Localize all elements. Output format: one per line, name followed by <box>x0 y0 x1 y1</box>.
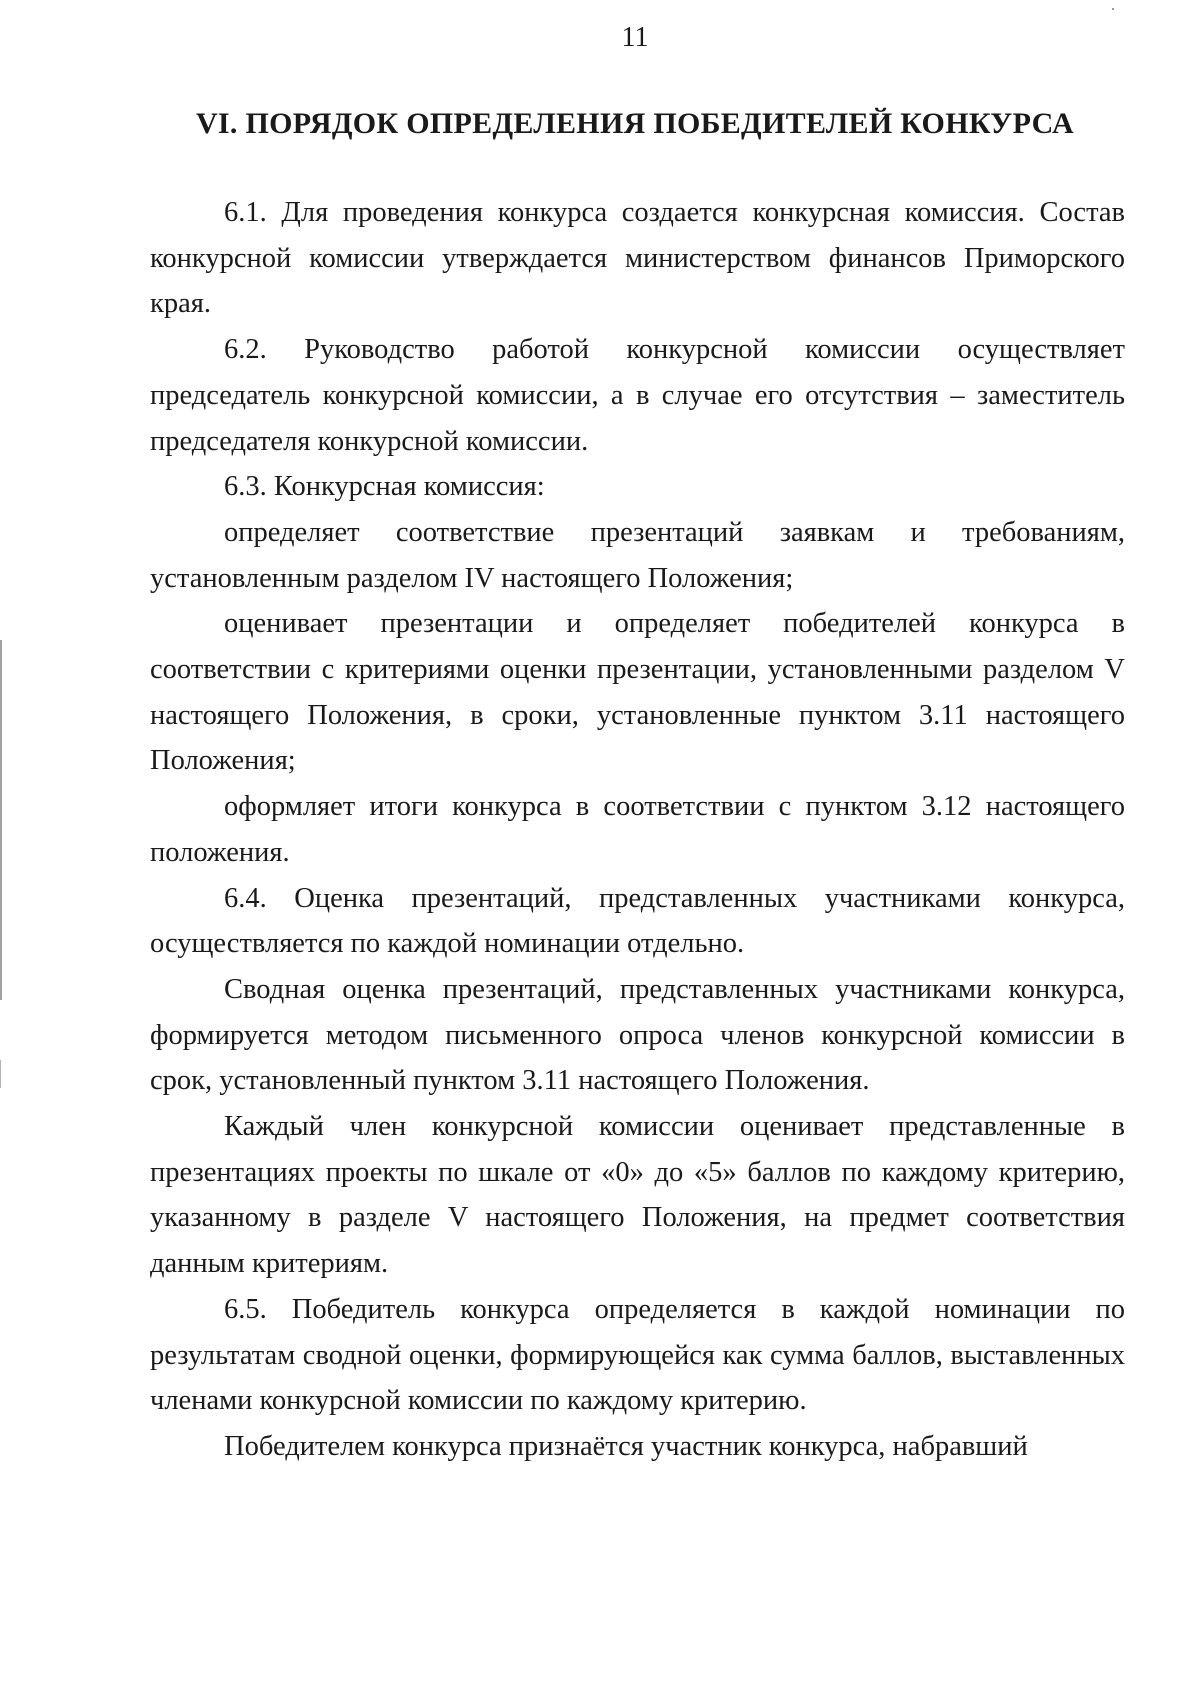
paragraph-6-3-item-3: оформляет итоги конкурса в соответствии с пунктом 3.12 настоящего положения. <box>150 791 1125 868</box>
section-title: VI. ПОРЯДОК ОПРЕДЕЛЕНИЯ ПОБЕДИТЕЛЕЙ КОНКУРСА <box>195 107 1075 140</box>
paragraph-6-1: 6.1. Для проведения конкурса создается конкурсная комиссия. Состав конкурсной комиссии утверждается министерством финансов Приморского края. <box>150 197 1125 320</box>
scan-dust-mark <box>1112 8 1114 10</box>
document-body <box>150 190 1125 1470</box>
paragraph-6-3-item-2: оценивает презентации и определяет победителей конкурса в соответствии с критериями оценки презентации, установленными разделом V настоящего Положения, в сроки, установленные пунктом 3.11 настоящего Положения; <box>150 608 1125 777</box>
paragraph-6-3: 6.3. Конкурсная комиссия: <box>224 471 545 503</box>
paragraph-6-3-item-1: определяет соответствие презентаций заявкам и требованиям, установленным разделом IV настоящего Положения; <box>150 516 1125 594</box>
page-number: 11 <box>621 22 649 53</box>
paragraph-6-5: 6.5. Победитель конкурса определяется в каждой номинации по результатам сводной оценки, формирующейся как сумма баллов, выставленных членами конкурсной комиссии по каждому критерию. <box>150 1293 1125 1417</box>
scan-edge-mark <box>0 640 2 1000</box>
paragraph-6-4-scoring: Каждый член конкурсной комиссии оценивает представленные в презентациях проекты по шкале от «0» до «5» баллов по каждому критерию, указанному в разделе V настоящего Положения, на предмет соответствия данным критериям. <box>150 1111 1125 1280</box>
paragraph-6-4-summary: Сводная оценка презентаций, представленных участниками конкурса, формируется методом письменного опроса членов конкурсной комиссии в срок, установленный пунктом 3.11 настоящего Положения. <box>150 973 1125 1097</box>
paragraph-6-4: 6.4. Оценка презентаций, представленных участниками конкурса, осуществляется по каждой номинации отдельно. <box>150 882 1125 960</box>
scan-edge-mark <box>0 1060 1 1088</box>
paragraph-6-2: 6.2. Руководство работой конкурсной комиссии осуществляет председатель конкурсной комиссии, а в случае его отсутствия – заместитель председателя конкурсной комиссии. <box>150 334 1125 457</box>
paragraph-6-5-winner: Победителем конкурса признаётся участник конкурса, набравший <box>224 1430 1028 1462</box>
